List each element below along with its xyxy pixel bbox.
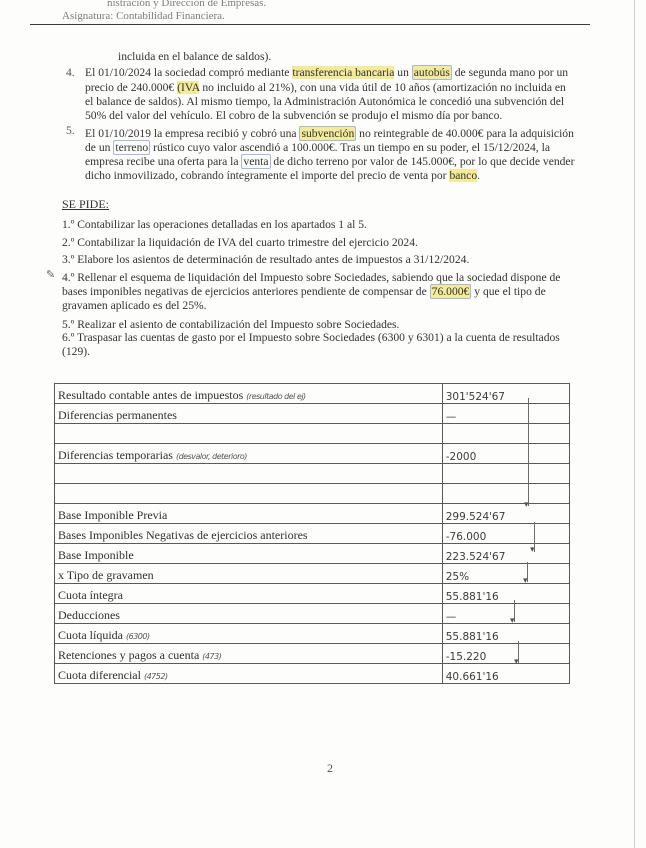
item5-line4: dicho inmovilizado, cobrando íntegramente el importe del precio de venta por banco. <box>85 169 481 182</box>
table-row <box>55 404 570 424</box>
page-header <box>62 0 266 23</box>
row-label: Diferencias temporarias <box>58 448 173 462</box>
table-row <box>55 424 570 444</box>
table-row <box>55 524 570 544</box>
row-value: 25% <box>442 564 569 584</box>
row-value: -15.220 <box>442 644 569 664</box>
handwritten-note: (473) <box>202 652 222 661</box>
row-value: 55.881'16 <box>442 624 569 644</box>
page-number: 2 <box>327 761 333 775</box>
table-row <box>55 544 570 564</box>
task-1: 1.º Contabilizar las operaciones detalladas en los apartados 1 al 5. <box>62 218 367 231</box>
row-value: 301'524'67 <box>442 384 569 404</box>
row-label: Resultado contable antes de impuestos <box>58 388 244 402</box>
arrow-head-icon: ▾ <box>530 545 535 555</box>
arrow-head-icon: ▾ <box>523 576 528 586</box>
task-4-line3: gravamen aplicado es del 25%. <box>62 299 207 312</box>
header-rule <box>30 24 590 25</box>
arrow-head-icon: ▾ <box>514 657 519 667</box>
handwritten-note: (6300) <box>126 632 150 641</box>
handwritten-note: (desvalor, deterioro) <box>175 452 247 461</box>
item4-line3: el balance de saldos). Al mismo tiempo, la Administración Autonómica le concedió una subvención del <box>85 95 565 108</box>
row-label: Retenciones y pagos a cuenta <box>58 648 200 662</box>
item4-line4: 50% del valor del vehículo. El cobro de la subvención se produjo el mismo día por banco. <box>85 109 503 122</box>
tax-liquidation-table <box>54 383 570 684</box>
table-row <box>55 444 570 464</box>
task-2: 2.º Contabilizar la liquidación de IVA del cuarto trimestre del ejercicio 2024. <box>62 236 418 249</box>
task-4-line1: 4.º Rellenar el esquema de liquidación del Impuesto sobre Sociedades, sabiendo que la sociedad dispone de <box>62 271 561 284</box>
table-row <box>55 624 570 644</box>
row-value: — <box>442 604 569 624</box>
row-value: 223.524'67 <box>442 544 569 564</box>
handwritten-arrow <box>528 398 529 506</box>
item4-line1: El 01/10/2024 la sociedad compró mediante transferencia bancaria un autobús de segunda mano por un <box>85 66 569 79</box>
row-value: — <box>442 404 569 424</box>
handwritten-note: (resultado del ej) <box>246 392 306 401</box>
item4-number: 4. <box>66 66 75 79</box>
item3-tail: incluida en el balance de saldos). <box>118 50 272 63</box>
table-row <box>55 644 570 664</box>
task-5: 5.º Realizar el asiento de contabilización del Impuesto sobre Sociedades. <box>62 318 400 331</box>
table-row <box>55 604 570 624</box>
header-subject: Asignatura: Contabilidad Financiera. <box>62 10 225 22</box>
table-row <box>55 464 570 484</box>
table-row <box>55 564 570 584</box>
row-value: -2000 <box>442 444 569 464</box>
arrow-head-icon: ▾ <box>524 500 529 510</box>
row-label: Base Imponible Previa <box>58 508 168 522</box>
table-row <box>55 484 570 504</box>
item5-line1: El 01/10/2019 la empresa recibió y cobró una subvención no reintegrable de 40.000€ para la adquisición <box>85 127 574 140</box>
arrow-head-icon: ▾ <box>510 616 515 626</box>
task-6-line2: (129). <box>62 345 91 358</box>
task-4-line2: bases imponibles negativas de ejercicios anteriores pendiente de compensar de 76.000€ y que el tipo de <box>62 285 546 298</box>
row-label: Diferencias permanentes <box>58 408 177 422</box>
row-label: Cuota líquida <box>58 628 123 642</box>
item5-line3: empresa recibe una oferta para la venta de dicho terreno por valor de 145.000€, por lo que decide vender <box>85 155 575 168</box>
row-label: Bases Imponibles Negativas de ejercicios anteriores <box>58 528 308 542</box>
handwritten-note: (4752) <box>143 672 168 681</box>
page-edge <box>634 0 635 848</box>
table-row <box>55 584 570 604</box>
pencil-mark-icon: ✎ <box>46 269 56 281</box>
se-pide-heading: SE PIDE: <box>62 197 110 211</box>
row-label: x Tipo de gravamen <box>58 568 154 582</box>
row-value: -76.000 <box>442 524 569 544</box>
item4-line2: precio de 240.000€ (IVA no incluido al 21%), con una vida útil de 10 años (amortización no incluida en <box>85 81 566 94</box>
row-value: 299.524'67 <box>442 504 569 524</box>
item5-number: 5. <box>66 124 75 137</box>
table-row <box>55 664 570 684</box>
row-label: Base Imponible <box>58 548 134 562</box>
task-3: 3.º Elabore los asientos de determinación de resultado antes de impuestos a 31/12/2024. <box>62 253 470 266</box>
row-label: Cuota íntegra <box>58 588 123 602</box>
table-row <box>55 384 570 404</box>
table-row <box>55 504 570 524</box>
row-value: 55.881'16 <box>442 584 569 604</box>
header-degree: nistración y Dirección de Empresas. <box>107 0 267 9</box>
item5-line2: de un terreno rústico cuyo valor ascendió a 100.000€. Tras un tiempo en su poder, el 15/12/2024, la <box>85 141 550 154</box>
task-6-line1: 6.º Traspasar las cuentas de gasto por el Impuesto sobre Sociedades (6300 y 6301) a la cuenta de resultados <box>62 331 560 344</box>
row-label: Deducciones <box>58 608 120 622</box>
row-value: 40.661'16 <box>442 664 569 684</box>
row-label: Cuota diferencial <box>58 668 141 682</box>
